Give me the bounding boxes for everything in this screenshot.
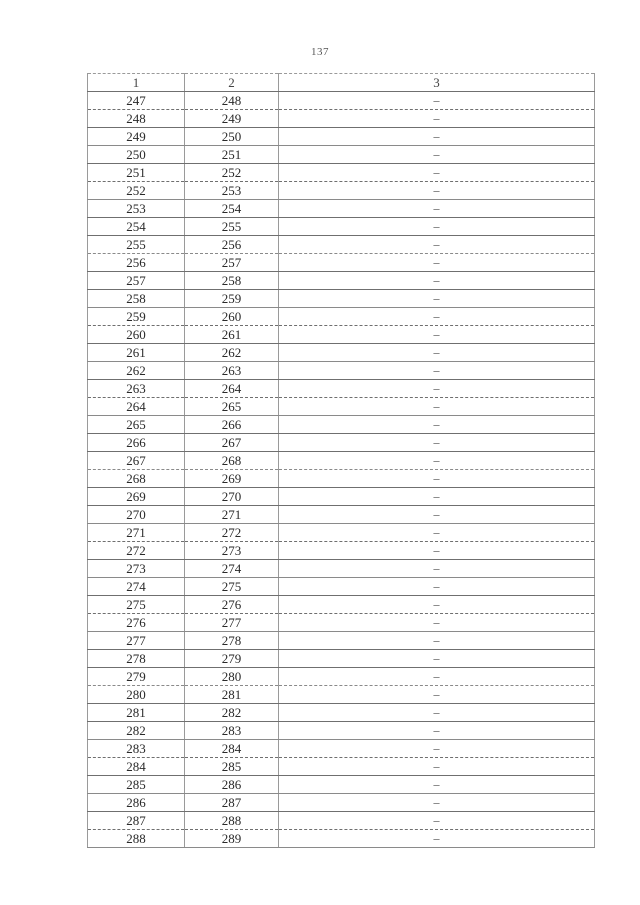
table-row xyxy=(88,254,595,272)
table-cell-col3: – xyxy=(279,146,595,164)
table-row xyxy=(88,434,595,452)
table-cell-col3: – xyxy=(279,362,595,380)
table-cell-col3: – xyxy=(279,722,595,740)
table-row xyxy=(88,182,595,200)
table-cell-col2: 265 xyxy=(185,398,279,416)
table-cell-col3: – xyxy=(279,128,595,146)
table-cell-col1: 273 xyxy=(88,560,185,578)
table-cell-col1: 281 xyxy=(88,704,185,722)
table-cell-col2: 283 xyxy=(185,722,279,740)
table-cell-col1: 257 xyxy=(88,272,185,290)
table-row xyxy=(88,668,595,686)
table-cell-col1: 254 xyxy=(88,218,185,236)
table-cell-col3: – xyxy=(279,236,595,254)
table-cell-col2: 261 xyxy=(185,326,279,344)
table-cell-col2: 250 xyxy=(185,128,279,146)
table-cell-col1: 288 xyxy=(88,830,185,848)
table-cell-col1: 282 xyxy=(88,722,185,740)
table-cell-col2: 253 xyxy=(185,182,279,200)
table-row xyxy=(88,362,595,380)
column-header-1: 1 xyxy=(88,74,185,92)
column-header-2: 2 xyxy=(185,74,279,92)
table-cell-col1: 247 xyxy=(88,92,185,110)
table-cell-col2: 256 xyxy=(185,236,279,254)
table-cell-col1: 284 xyxy=(88,758,185,776)
table-row xyxy=(88,452,595,470)
table-row xyxy=(88,308,595,326)
table-row xyxy=(88,650,595,668)
table-row xyxy=(88,722,595,740)
table-cell-col3: – xyxy=(279,272,595,290)
table-cell-col1: 269 xyxy=(88,488,185,506)
table-row xyxy=(88,416,595,434)
table-row xyxy=(88,398,595,416)
table-row xyxy=(88,200,595,218)
table-cell-col3: – xyxy=(279,164,595,182)
table-cell-col2: 280 xyxy=(185,668,279,686)
table-cell-col1: 250 xyxy=(88,146,185,164)
table-row xyxy=(88,506,595,524)
table-cell-col1: 285 xyxy=(88,776,185,794)
table-cell-col3: – xyxy=(279,758,595,776)
table-cell-col3: – xyxy=(279,380,595,398)
table-cell-col2: 276 xyxy=(185,596,279,614)
table-cell-col1: 255 xyxy=(88,236,185,254)
table-row xyxy=(88,614,595,632)
table-cell-col2: 270 xyxy=(185,488,279,506)
table-cell-col2: 257 xyxy=(185,254,279,272)
table-cell-col3: – xyxy=(279,434,595,452)
table-cell-col3: – xyxy=(279,668,595,686)
table-cell-col2: 249 xyxy=(185,110,279,128)
table-cell-col2: 285 xyxy=(185,758,279,776)
table-cell-col1: 252 xyxy=(88,182,185,200)
table-cell-col3: – xyxy=(279,650,595,668)
table-cell-col2: 263 xyxy=(185,362,279,380)
table-cell-col2: 277 xyxy=(185,614,279,632)
table-row xyxy=(88,560,595,578)
table-cell-col1: 272 xyxy=(88,542,185,560)
table-cell-col3: – xyxy=(279,290,595,308)
table-cell-col3: – xyxy=(279,812,595,830)
table-cell-col3: – xyxy=(279,452,595,470)
table-row xyxy=(88,740,595,758)
table-cell-col1: 261 xyxy=(88,344,185,362)
table-cell-col1: 256 xyxy=(88,254,185,272)
table-cell-col2: 282 xyxy=(185,704,279,722)
table-row xyxy=(88,794,595,812)
table-cell-col2: 281 xyxy=(185,686,279,704)
table-cell-col1: 259 xyxy=(88,308,185,326)
table-cell-col2: 254 xyxy=(185,200,279,218)
table-cell-col3: – xyxy=(279,776,595,794)
table-cell-col3: – xyxy=(279,794,595,812)
table-cell-col1: 251 xyxy=(88,164,185,182)
table-body xyxy=(88,92,595,848)
table-row xyxy=(88,542,595,560)
table-header xyxy=(88,74,595,92)
table-row xyxy=(88,758,595,776)
table-cell-col2: 268 xyxy=(185,452,279,470)
table-cell-col3: – xyxy=(279,218,595,236)
table-cell-col3: – xyxy=(279,506,595,524)
table-row xyxy=(88,344,595,362)
table-row xyxy=(88,272,595,290)
table-row xyxy=(88,596,595,614)
table-row xyxy=(88,470,595,488)
table-row xyxy=(88,488,595,506)
table-cell-col3: – xyxy=(279,254,595,272)
table-cell-col2: 258 xyxy=(185,272,279,290)
table-row xyxy=(88,218,595,236)
table-row xyxy=(88,380,595,398)
table-cell-col3: – xyxy=(279,578,595,596)
table-row xyxy=(88,92,595,110)
table-cell-col3: – xyxy=(279,344,595,362)
table-row xyxy=(88,812,595,830)
table-cell-col2: 269 xyxy=(185,470,279,488)
table-cell-col3: – xyxy=(279,308,595,326)
table-cell-col2: 248 xyxy=(185,92,279,110)
table-cell-col2: 255 xyxy=(185,218,279,236)
table-cell-col3: – xyxy=(279,740,595,758)
table-row xyxy=(88,686,595,704)
table-cell-col3: – xyxy=(279,560,595,578)
table-cell-col2: 272 xyxy=(185,524,279,542)
table-cell-col3: – xyxy=(279,326,595,344)
table-cell-col3: – xyxy=(279,704,595,722)
table-cell-col2: 274 xyxy=(185,560,279,578)
table-cell-col1: 267 xyxy=(88,452,185,470)
table-cell-col1: 268 xyxy=(88,470,185,488)
table-cell-col2: 273 xyxy=(185,542,279,560)
table-cell-col2: 275 xyxy=(185,578,279,596)
table-cell-col2: 264 xyxy=(185,380,279,398)
table-cell-col2: 262 xyxy=(185,344,279,362)
table-row xyxy=(88,110,595,128)
table-cell-col1: 275 xyxy=(88,596,185,614)
header-row xyxy=(88,74,595,92)
data-table xyxy=(87,73,595,848)
table-cell-col3: – xyxy=(279,542,595,560)
table-cell-col2: 252 xyxy=(185,164,279,182)
table-cell-col3: – xyxy=(279,182,595,200)
table-cell-col1: 283 xyxy=(88,740,185,758)
table-cell-col2: 286 xyxy=(185,776,279,794)
table-cell-col1: 286 xyxy=(88,794,185,812)
table-cell-col1: 266 xyxy=(88,434,185,452)
table-row xyxy=(88,236,595,254)
table-cell-col2: 288 xyxy=(185,812,279,830)
table-cell-col1: 249 xyxy=(88,128,185,146)
table-cell-col3: – xyxy=(279,92,595,110)
table-cell-col1: 260 xyxy=(88,326,185,344)
table-row xyxy=(88,704,595,722)
table-cell-col1: 280 xyxy=(88,686,185,704)
table-cell-col1: 276 xyxy=(88,614,185,632)
table-cell-col3: – xyxy=(279,200,595,218)
table-cell-col3: – xyxy=(279,830,595,848)
table-cell-col1: 264 xyxy=(88,398,185,416)
table-cell-col2: 266 xyxy=(185,416,279,434)
table-cell-col2: 251 xyxy=(185,146,279,164)
table-cell-col1: 248 xyxy=(88,110,185,128)
table-row xyxy=(88,128,595,146)
table-cell-col1: 287 xyxy=(88,812,185,830)
page-number: 137 xyxy=(311,46,329,58)
table-row xyxy=(88,830,595,848)
table-cell-col2: 271 xyxy=(185,506,279,524)
table-cell-col2: 289 xyxy=(185,830,279,848)
table-cell-col1: 278 xyxy=(88,650,185,668)
table-cell-col2: 267 xyxy=(185,434,279,452)
table-row xyxy=(88,290,595,308)
table-cell-col1: 253 xyxy=(88,200,185,218)
table-row xyxy=(88,164,595,182)
table-cell-col1: 274 xyxy=(88,578,185,596)
table-cell-col2: 279 xyxy=(185,650,279,668)
table-row xyxy=(88,632,595,650)
table-cell-col3: – xyxy=(279,596,595,614)
table-row xyxy=(88,776,595,794)
table-cell-col1: 279 xyxy=(88,668,185,686)
table-row xyxy=(88,326,595,344)
table-cell-col1: 271 xyxy=(88,524,185,542)
table-cell-col2: 259 xyxy=(185,290,279,308)
table-row xyxy=(88,146,595,164)
table-cell-col3: – xyxy=(279,614,595,632)
table-cell-col2: 284 xyxy=(185,740,279,758)
table-cell-col3: – xyxy=(279,488,595,506)
table-cell-col1: 263 xyxy=(88,380,185,398)
column-header-3: 3 xyxy=(279,74,595,92)
table-cell-col3: – xyxy=(279,398,595,416)
table-cell-col3: – xyxy=(279,632,595,650)
table-cell-col1: 265 xyxy=(88,416,185,434)
table-cell-col1: 258 xyxy=(88,290,185,308)
table-cell-col1: 270 xyxy=(88,506,185,524)
table-cell-col1: 262 xyxy=(88,362,185,380)
table-cell-col3: – xyxy=(279,686,595,704)
table-cell-col2: 260 xyxy=(185,308,279,326)
table-cell-col3: – xyxy=(279,470,595,488)
table-cell-col3: – xyxy=(279,416,595,434)
table-row xyxy=(88,524,595,542)
table-cell-col3: – xyxy=(279,110,595,128)
table-cell-col1: 277 xyxy=(88,632,185,650)
table-cell-col2: 278 xyxy=(185,632,279,650)
table-cell-col2: 287 xyxy=(185,794,279,812)
table-cell-col3: – xyxy=(279,524,595,542)
table-row xyxy=(88,578,595,596)
